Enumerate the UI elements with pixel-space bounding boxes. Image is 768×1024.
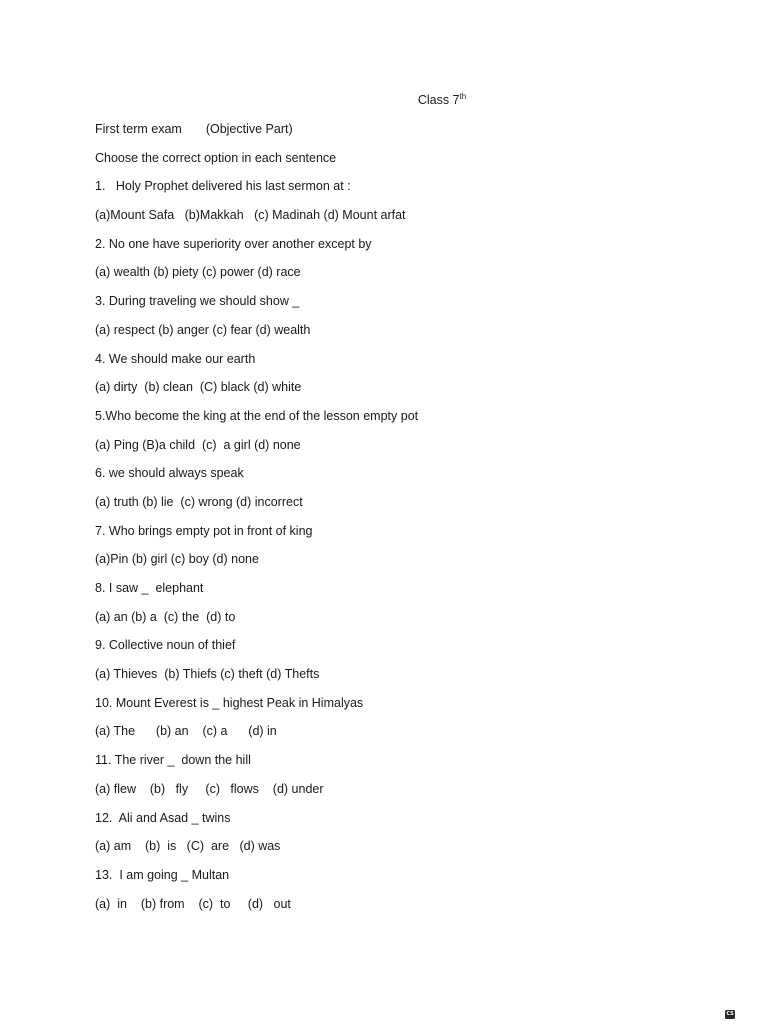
exam-content	[95, 121, 715, 912]
answer-options: (a) an (b) a (c) the (d) to	[95, 609, 236, 624]
exam-header-row	[95, 121, 715, 137]
question-text: 2. No one have superiority over another except by	[95, 236, 372, 251]
answer-options: (a) flew (b) fly (c) flows (d) under	[95, 781, 324, 796]
question-list	[95, 178, 715, 911]
question-text: 3. During traveling we should show _	[95, 294, 300, 309]
class-suffix: th	[459, 92, 467, 101]
answer-options: (a)Pin (b) girl (c) boy (d) none	[95, 552, 259, 567]
answer-options: (a) Thieves (b) Thiefs (c) theft (d) Thefts	[95, 667, 320, 682]
answer-options: (a) wealth (b) piety (c) power (d) race	[95, 265, 301, 280]
question-text: 13. I am going _ Multan	[95, 867, 230, 882]
answer-options: (a) The (b) an (c) a (d) in	[95, 724, 277, 739]
question-text: 4. We should make our earth	[95, 351, 256, 366]
answer-options: (a) Ping (B)a child (c) a girl (d) none	[95, 437, 301, 452]
answer-options: (a) in (b) from (c) to (d) out	[95, 896, 291, 911]
answer-options: (a)Mount Safa (b)Makkah (c) Madinah (d) Mount arfat	[95, 208, 406, 223]
question-text: 1. Holy Prophet delivered his last sermon at :	[95, 179, 351, 194]
question-text: 9. Collective noun of thief	[95, 638, 236, 653]
scanner-logo-icon: CS	[726, 1011, 734, 1017]
page-title	[0, 92, 768, 107]
answer-options: (a) dirty (b) clean (C) black (d) white	[95, 380, 302, 395]
exam-label: First term exam	[95, 122, 182, 136]
part-label: (Objective Part)	[205, 122, 293, 136]
question-text: 8. I saw _ elephant	[95, 581, 204, 595]
answer-options: (a) respect (b) anger (c) fear (d) wealth	[95, 322, 311, 337]
question-text: 11. The river _ down the hill	[95, 753, 251, 768]
answer-options: (a) am (b) is (C) are (d) was	[95, 839, 281, 854]
question-text: 12. Ali and Asad _ twins	[95, 810, 231, 825]
question-text: 5.Who become the king at the end of the lesson empty pot	[95, 408, 419, 423]
class-label: Class 7	[417, 93, 460, 107]
answer-options: (a) truth (b) lie (c) wrong (d) incorrect	[95, 494, 303, 509]
instruction-text: Choose the correct option in each sentence	[95, 150, 337, 165]
question-text: 7. Who brings empty pot in front of king	[95, 523, 313, 538]
question-text: 6. we should always speak	[95, 466, 244, 481]
question-text: 10. Mount Everest is _ highest Peak in Himalyas	[95, 695, 364, 710]
